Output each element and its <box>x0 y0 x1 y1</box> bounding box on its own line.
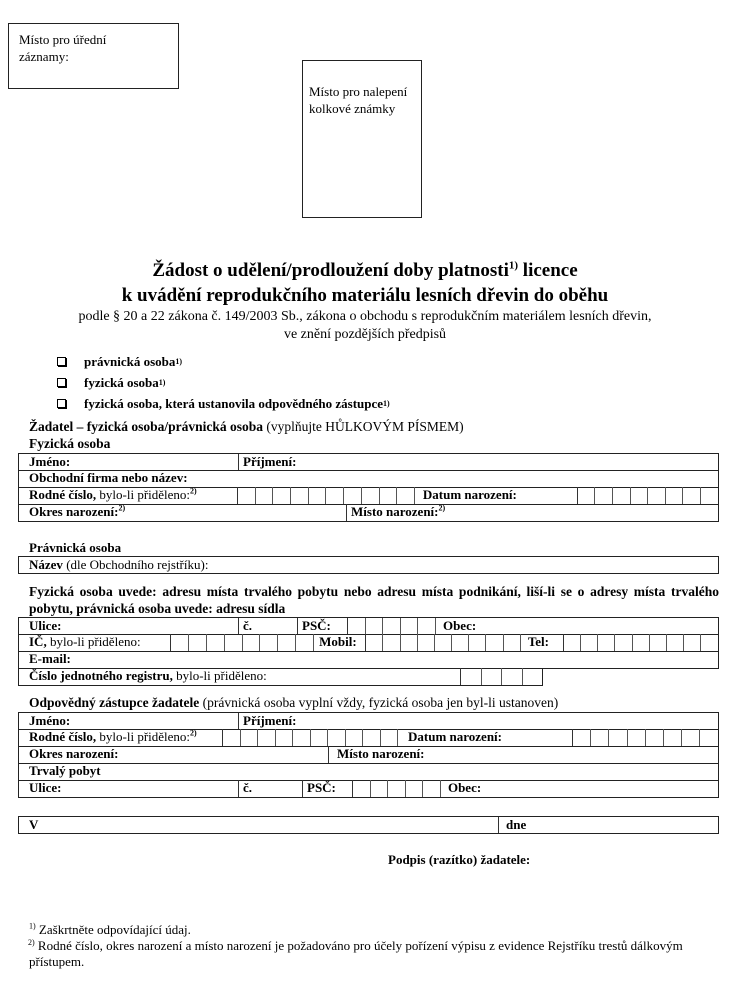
stamp-label: Místo pro nalepení kolkové známky <box>309 84 408 116</box>
address-instructions: Fyzická osoba uvede: adresu místa trvalého pobytu nebo adresu místa podnikání, liší-li se o adresy místa trvalého pobytu, právnická osoba uvede: adresu sídla <box>29 584 719 616</box>
applicant-name-row <box>18 453 719 471</box>
natural-person-heading: Fyzická osoba <box>29 436 111 451</box>
rep-birth-date-digit[interactable] <box>700 729 718 746</box>
address-row <box>18 617 719 635</box>
subtitle-line1: podle § 20 a 22 zákona č. 149/2003 Sb., zákona o obchodu s reprodukčním materiálem lesních dřevin, <box>78 309 652 324</box>
rep-birth-date-digit[interactable] <box>573 729 591 746</box>
registry-digit[interactable] <box>482 668 503 685</box>
mobile-digit[interactable] <box>504 634 521 651</box>
rep-birth-district-field[interactable]: Okres narození: <box>19 746 329 763</box>
rep-postcode-digit[interactable] <box>371 780 389 797</box>
postcode-digit[interactable] <box>383 618 401 634</box>
place-field[interactable]: V <box>19 817 499 833</box>
signature-label: Podpis (razítko) žadatele: <box>388 852 531 867</box>
stamp-box <box>302 60 422 218</box>
rep-birth-number-label: Rodné číslo, bylo-li přiděleno:$^{2)}$ <box>19 729 223 746</box>
footnote-2: $^{2)}$ Rodné číslo, okres narození a místo narození je požadováno pro účely pořízení výpisu z evidence Rejstříku trestů dálkovým přístupem. <box>28 937 683 969</box>
rep-birth-number-digit[interactable] <box>276 729 294 746</box>
applicant-birth-place-row <box>18 504 719 522</box>
legal-name-field[interactable]: Název (dle Obchodního rejstříku): <box>29 557 209 572</box>
email-field[interactable]: E-mail: <box>29 651 71 666</box>
birth-date-digit[interactable] <box>666 487 684 504</box>
birth-date-digit[interactable] <box>613 487 631 504</box>
place-date-row <box>18 816 719 834</box>
birth-number-digit[interactable] <box>273 487 291 504</box>
birth-number-digit[interactable] <box>362 487 380 504</box>
birth-number-digit[interactable] <box>344 487 362 504</box>
rep-postcode-digit[interactable] <box>406 780 424 797</box>
registry-digit[interactable] <box>523 668 543 685</box>
applicant-type-options <box>55 351 390 414</box>
mobile-digit[interactable] <box>418 634 435 651</box>
checkbox-icon[interactable] <box>57 378 66 387</box>
applicant-business-row <box>18 470 719 488</box>
ico-digit[interactable] <box>171 634 189 651</box>
birth-date-digit[interactable] <box>578 487 596 504</box>
phone-digit[interactable] <box>615 634 632 651</box>
rep-street-field[interactable]: Ulice: <box>19 780 239 797</box>
rep-city-field[interactable]: Obec: <box>447 780 482 795</box>
rep-birth-date-label: Datum narození: <box>398 729 573 746</box>
rep-birth-date-digit[interactable] <box>646 729 664 746</box>
registry-digit[interactable] <box>502 668 523 685</box>
applicant-first-name-field[interactable]: Jméno: <box>19 454 239 470</box>
applicant-birth-district-field[interactable]: Okres narození:$^{2)}$ <box>19 504 347 521</box>
registry-digit[interactable] <box>461 668 482 685</box>
rep-house-number-field[interactable]: č. <box>239 780 303 797</box>
birth-number-digit[interactable] <box>256 487 274 504</box>
rep-birth-place-field[interactable]: Místo narození: <box>337 746 425 761</box>
applicant-birth-number-row <box>18 487 719 505</box>
birth-number-digit[interactable] <box>309 487 327 504</box>
rep-birth-number-digit[interactable] <box>311 729 329 746</box>
applicant-business-name-field[interactable]: Obchodní firma nebo název: <box>29 470 188 485</box>
ico-digit[interactable] <box>260 634 278 651</box>
applicant-birth-number-label: Rodné číslo, bylo-li přiděleno:$^{2)}$ <box>19 487 238 504</box>
rep-birth-number-digit[interactable] <box>328 729 346 746</box>
mobile-digit[interactable] <box>401 634 418 651</box>
rep-birth-number-digit[interactable] <box>346 729 364 746</box>
rep-birth-date-digit[interactable] <box>628 729 646 746</box>
birth-number-digit[interactable] <box>238 487 256 504</box>
birth-date-digit[interactable] <box>631 487 649 504</box>
official-records-box <box>8 23 179 89</box>
rep-name-row <box>18 712 719 730</box>
phone-digit[interactable] <box>650 634 667 651</box>
page-title-line2: k uvádění reprodukčního materiálu lesních dřevin do oběhu <box>121 285 609 306</box>
birth-number-digit[interactable] <box>291 487 309 504</box>
option-natural-person[interactable]: fyzická osoba 1) <box>55 372 390 393</box>
postcode-digit[interactable] <box>401 618 419 634</box>
house-number-field[interactable]: č. <box>239 618 298 634</box>
registry-label: Číslo jednotného registru, bylo-li přiděleno: <box>19 668 461 685</box>
rep-postcode-label: PSČ: <box>303 780 353 797</box>
checkbox-icon[interactable] <box>57 399 66 408</box>
footnote-1: $^{1)}$ Zaškrtněte odpovídající údaj. <box>29 921 191 937</box>
mobile-digit[interactable] <box>486 634 503 651</box>
rep-birth-date-digit[interactable] <box>682 729 700 746</box>
rep-birth-number-digit[interactable] <box>363 729 381 746</box>
mobile-digit[interactable] <box>366 634 383 651</box>
city-field[interactable]: Obec: <box>442 618 477 633</box>
street-field[interactable]: Ulice: <box>19 618 239 634</box>
rep-residence-label: Trvalý pobyt <box>29 763 101 778</box>
mobile-digit[interactable] <box>452 634 469 651</box>
mobile-digit[interactable] <box>383 634 400 651</box>
ico-digit[interactable] <box>278 634 296 651</box>
phone-digit[interactable] <box>667 634 684 651</box>
rep-address-row <box>18 780 719 798</box>
phone-digit[interactable] <box>633 634 650 651</box>
option-legal-person[interactable]: právnická osoba 1) <box>55 351 390 372</box>
postcode-digit[interactable] <box>348 618 366 634</box>
birth-date-digit[interactable] <box>648 487 666 504</box>
mobile-digit[interactable] <box>435 634 452 651</box>
applicant-birth-date-label: Datum narození: <box>415 487 578 504</box>
phone-digit[interactable] <box>564 634 581 651</box>
legal-person-heading: Právnická osoba <box>29 540 122 555</box>
birth-number-digit[interactable] <box>380 487 398 504</box>
rep-birth-date-digit[interactable] <box>664 729 682 746</box>
option-natural-person-with-representative[interactable]: fyzická osoba, která ustanovila odpovědného zástupce 1) <box>55 393 390 414</box>
ico-label: IČ, bylo-li přiděleno: <box>19 634 171 651</box>
representative-heading: Odpovědný zástupce žadatele (právnická osoba vyplní vždy, fyzická osoba jen byl-li ustanoven) <box>29 695 559 710</box>
ico-digit[interactable] <box>243 634 261 651</box>
ico-digit[interactable] <box>225 634 243 651</box>
birth-date-digit[interactable] <box>683 487 701 504</box>
birth-date-digit[interactable] <box>701 487 718 504</box>
mobile-digit[interactable] <box>469 634 486 651</box>
page-title-line1: Žádost o udělení/prodloužení doby platnosti$^{1)}$ licence <box>152 259 578 281</box>
rep-birth-number-digit[interactable] <box>258 729 276 746</box>
rep-last-name-field[interactable]: Příjmení: <box>243 713 297 728</box>
ico-digit[interactable] <box>207 634 225 651</box>
rep-birth-number-digit[interactable] <box>223 729 241 746</box>
legal-name-row <box>18 556 719 574</box>
registry-row <box>18 668 543 686</box>
rep-first-name-field[interactable]: Jméno: <box>19 713 239 729</box>
applicant-heading: Žadatel – fyzická osoba/právnická osoba (vyplňujte HŮLKOVÝM PÍSMEM) <box>29 419 464 434</box>
rep-birth-date-digit[interactable] <box>609 729 627 746</box>
birth-number-digit[interactable] <box>326 487 344 504</box>
rep-birth-number-digit[interactable] <box>293 729 311 746</box>
birth-number-digit[interactable] <box>397 487 415 504</box>
rep-birth-number-digit[interactable] <box>241 729 259 746</box>
birth-date-digit[interactable] <box>595 487 613 504</box>
email-row <box>18 651 719 669</box>
postcode-label: PSČ: <box>298 618 348 634</box>
phone-digit[interactable] <box>701 634 718 651</box>
date-field[interactable]: dne <box>506 817 527 832</box>
rep-residence-row <box>18 763 719 781</box>
postcode-digit[interactable] <box>418 618 436 634</box>
phone-digit[interactable] <box>581 634 598 651</box>
rep-postcode-digit[interactable] <box>388 780 406 797</box>
ico-phone-row <box>18 634 719 652</box>
rep-postcode-digit[interactable] <box>353 780 371 797</box>
postcode-digit[interactable] <box>366 618 384 634</box>
checkbox-icon[interactable] <box>57 357 66 366</box>
rep-birth-number-row <box>18 729 719 747</box>
phone-digit[interactable] <box>684 634 701 651</box>
ico-digit[interactable] <box>189 634 207 651</box>
rep-birth-date-digit[interactable] <box>591 729 609 746</box>
applicant-last-name-field[interactable]: Příjmení: <box>243 454 297 469</box>
rep-postcode-digit[interactable] <box>423 780 441 797</box>
subtitle-line2: ve znění pozdějších předpisů <box>283 327 447 342</box>
applicant-birth-place-field[interactable]: Místo narození:$^{2)}$ <box>351 504 446 519</box>
rep-birth-place-row <box>18 746 719 764</box>
mobile-label: Mobil: <box>314 634 366 651</box>
phone-label: Tel: <box>521 634 564 651</box>
official-records-label: Místo pro úřední záznamy: <box>19 32 107 64</box>
phone-digit[interactable] <box>598 634 615 651</box>
rep-birth-number-digit[interactable] <box>381 729 399 746</box>
ico-digit[interactable] <box>296 634 314 651</box>
